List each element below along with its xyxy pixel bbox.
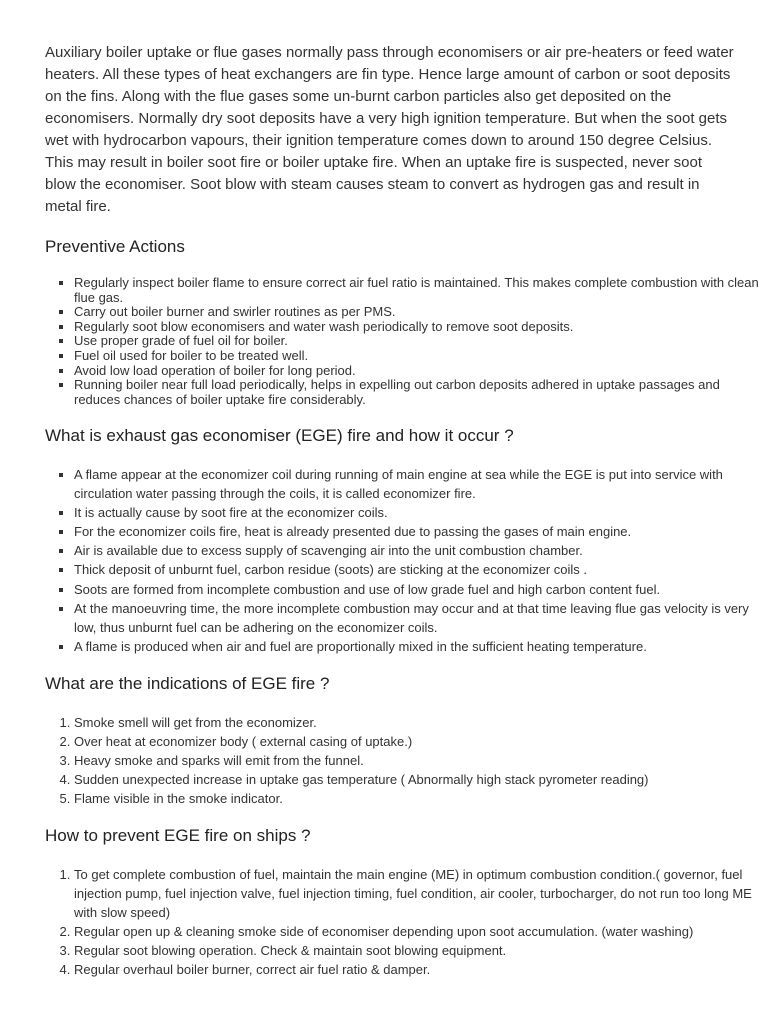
list-item: 4. Regular overhaul boiler burner, correct air fuel ratio & damper.: [74, 960, 759, 979]
list-item: 3. Heavy smoke and sparks will emit from the funnel.: [74, 751, 759, 770]
intro-paragraph: Auxiliary boiler uptake or flue gases normally pass through economisers or air pre-heaters or feed water heaters. All these types of heat exchangers are fin type. Hence large amount of carbon or soot deposits on the fins. Along with the flue gases some un-burnt carbon particles also get deposited on the economisers. Normally dry soot deposits have a very high ignition temperature. But when the soot gets wet with hydrocarbon vapours, their ignition temperature comes down to around 150 degree Celsius. This may result in boiler soot fire or boiler uptake fire. When an uptake fire is suspected, never soot blow the economiser. Soot blow with steam causes steam to convert as hydrogen gas and result in metal fire.: [45, 44, 734, 215]
list-item: ▪ It is actually cause by soot fire at the economizer coils.: [74, 503, 759, 522]
list-item: ▪ Regularly soot blow economisers and water wash periodically to remove soot deposits.: [74, 320, 759, 335]
list-item: ▪ Air is available due to excess supply of scavenging air into the unit combustion chamber.: [74, 541, 759, 560]
list-item: ▪ Running boiler near full load periodically, helps in expelling out carbon deposits adhered in uptake passages and reduces chances of boiler uptake fire considerably.: [74, 378, 759, 407]
list-item: ▪ Avoid low load operation of boiler for long period.: [74, 364, 759, 379]
list-item: ▪ A flame is produced when air and fuel are proportionally mixed in the sufficient heating temperature.: [74, 637, 759, 656]
list-item: 5. Flame visible in the smoke indicator.: [74, 789, 759, 808]
list-item: 3. Regular soot blowing operation. Check & maintain soot blowing equipment.: [74, 941, 759, 960]
list-item: ▪ Regularly inspect boiler flame to ensure correct air fuel ratio is maintained. This makes complete combustion with clean flue gas.: [74, 276, 759, 305]
list-item: 2. Regular open up & cleaning smoke side of economiser depending upon soot accumulation. (water washing): [74, 922, 759, 941]
preventive-actions-list: [45, 276, 759, 407]
list-item: 1. Smoke smell will get from the economizer.: [74, 713, 759, 732]
list-item: ▪ For the economizer coils fire, heat is already presented due to passing the gases of main engine.: [74, 522, 759, 541]
ege-fire-list: [45, 465, 759, 656]
heading-indications: What are the indications of EGE fire ?: [45, 674, 330, 693]
heading-ege-fire: What is exhaust gas economiser (EGE) fire and how it occur ?: [45, 426, 514, 445]
list-item: ▪ At the manoeuvring time, the more incomplete combustion may occur and at that time leaving flue gas velocity is very low, thus unburnt fuel can be adhering on the economizer coils.: [74, 599, 759, 637]
list-item: ▪ Fuel oil used for boiler to be treated well.: [74, 349, 759, 364]
list-item: 4. Sudden unexpected increase in uptake gas temperature ( Abnormally high stack pyrometer reading): [74, 770, 759, 789]
list-item: ▪ Soots are formed from incomplete combustion and use of low grade fuel and high carbon content fuel.: [74, 580, 759, 599]
list-item: 1. To get complete combustion of fuel, maintain the main engine (ME) in optimum combustion condition.( governor, fuel injection pump, fuel injection valve, fuel injection timing, fuel condition, air cooler, turbocharger, do not run too long ME with slow speed): [74, 865, 759, 922]
prevent-list: [45, 865, 759, 980]
list-item: ▪ A flame appear at the economizer coil during running of main engine at sea while the EGE is put into service with circulation water passing through the coils, it is called economizer fire.: [74, 465, 759, 503]
heading-prevent-ege-fire: How to prevent EGE fire on ships ?: [45, 826, 311, 845]
heading-preventive-actions: Preventive Actions: [45, 237, 185, 256]
list-item: 2. Over heat at economizer body ( external casing of uptake.): [74, 732, 759, 751]
list-item: ▪ Thick deposit of unburnt fuel, carbon residue (soots) are sticking at the economizer coils .: [74, 560, 759, 579]
list-item: ▪ Carry out boiler burner and swirler routines as per PMS.: [74, 305, 759, 320]
indications-list: [45, 713, 759, 808]
list-item: ▪ Use proper grade of fuel oil for boiler.: [74, 334, 759, 349]
